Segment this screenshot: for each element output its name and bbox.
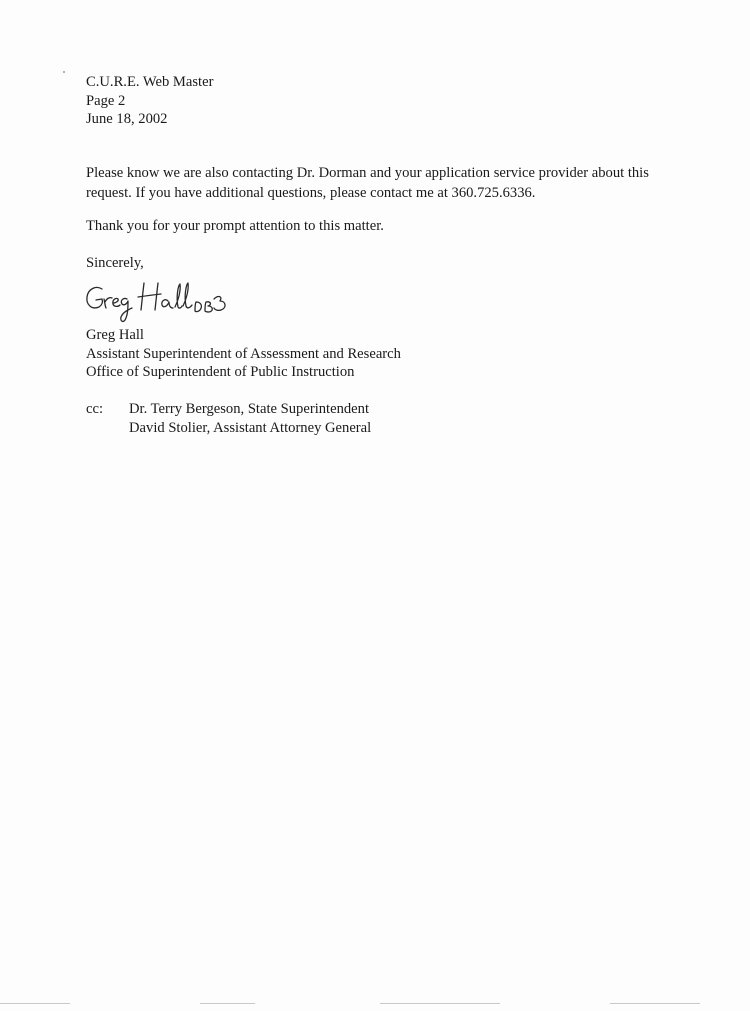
signer-name: Greg Hall bbox=[86, 327, 144, 343]
paragraph-1-line-1: Please know we are also contacting Dr. Dorman and your application service provider about this bbox=[86, 165, 649, 181]
cc-recipient: Dr. Terry Bergeson, State Superintendent bbox=[129, 401, 369, 417]
scan-edge-mark bbox=[200, 1003, 255, 1004]
header-date: June 18, 2002 bbox=[86, 111, 168, 127]
body-paragraph-1 bbox=[86, 164, 649, 203]
handwritten-signature bbox=[82, 277, 242, 325]
closing: Sincerely, bbox=[86, 255, 144, 271]
signer-office: Office of Superintendent of Public Instruction bbox=[86, 364, 355, 380]
scan-edge-mark bbox=[0, 1003, 70, 1004]
cc-label: cc: bbox=[86, 401, 104, 417]
body-paragraph-2: Thank you for your prompt attention to this matter. bbox=[86, 218, 384, 234]
scan-edge-mark bbox=[380, 1003, 500, 1004]
scan-speck bbox=[63, 71, 65, 73]
cc-section bbox=[86, 400, 371, 437]
signer-title: Assistant Superintendent of Assessment and Research bbox=[86, 345, 401, 362]
cc-recipient: David Stolier, Assistant Attorney General bbox=[129, 419, 372, 436]
header-recipient: C.U.R.E. Web Master bbox=[86, 74, 214, 90]
paragraph-1-line-2: request. If you have additional questions, please contact me at 360.725.6336. bbox=[86, 184, 536, 201]
cc-recipient-list bbox=[129, 400, 371, 437]
header-page-number: Page 2 bbox=[86, 92, 126, 109]
letter-header bbox=[86, 73, 213, 129]
scan-edge-mark bbox=[610, 1003, 700, 1004]
signature-block bbox=[86, 326, 401, 382]
